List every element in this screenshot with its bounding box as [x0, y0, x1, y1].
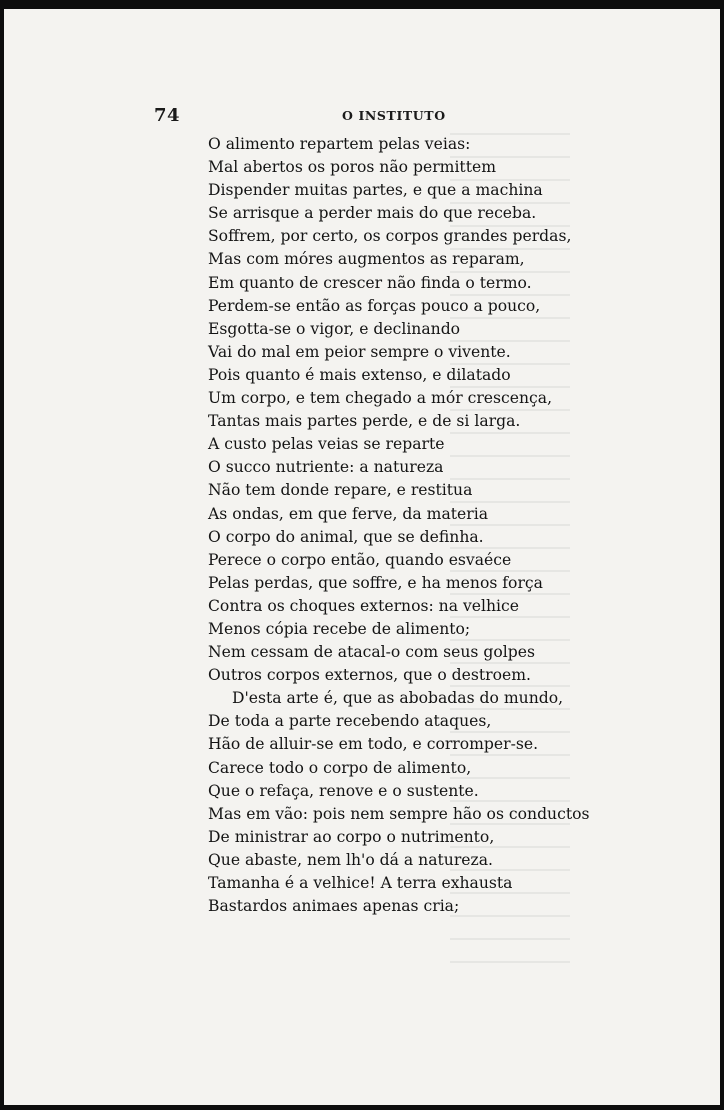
book-page	[4, 9, 720, 1105]
verse-line: Bastardos animaes apenas cria;	[208, 897, 460, 916]
verse-line: Que o refaça, renove e o sustente.	[208, 781, 479, 800]
verse-line: O alimento repartem pelas veias:	[208, 135, 471, 153]
verse-line: Se arrisque a perder mais do que receba.	[208, 204, 537, 223]
verse-line: Menos cópia recebe de alimento;	[208, 619, 471, 638]
verse-line: As ondas, em que ferve, da materia	[208, 504, 488, 523]
verse-line: Não tem donde repare, e restitua	[208, 481, 473, 500]
verse-line: Nem cessam de atacal-o com seus golpes	[208, 643, 535, 662]
page-number: 74	[154, 105, 181, 126]
verse-line: Mas em vão: pois nem sempre hão os conductos	[208, 804, 590, 823]
running-title: O INSTITUTO	[342, 108, 446, 123]
verse-line: Hão de alluir-se em todo, e corromper-se.	[208, 735, 539, 754]
verse-line: De toda a parte recebendo ataques,	[208, 712, 492, 731]
verse-line: Esgotta-se o vigor, e declinando	[208, 319, 461, 338]
poem-text	[208, 133, 589, 918]
verse-line: Perece o corpo então, quando esvaéce	[208, 550, 512, 569]
verse-line: De ministrar ao corpo o nutrimento,	[208, 827, 495, 846]
verse-line: Um corpo, e tem chegado a mór crescença,	[208, 389, 553, 408]
verse-line: A custo pelas veias se reparte	[208, 435, 445, 454]
verse-line: Em quanto de crescer não finda o termo.	[208, 273, 532, 292]
verse-line: Pelas perdas, que soffre, e ha menos força	[208, 573, 543, 592]
verse-line: Pois quanto é mais extenso, e dilatado	[208, 365, 511, 384]
verse-line: Contra os choques externos: na velhice	[208, 596, 519, 615]
verse-line: O succo nutriente: a natureza	[208, 458, 444, 477]
verse-line: Que abaste, nem lh'o dá a natureza.	[208, 850, 493, 869]
verse-line: Vai do mal em peior sempre o vivente.	[208, 342, 511, 361]
verse-line: Perdem-se então as forças pouco a pouco,	[208, 296, 541, 315]
verse-line: Dispender muitas partes, e que a machina	[208, 181, 543, 200]
verse-line: D'esta arte é, que as abobadas do mundo,	[232, 689, 564, 708]
verse-line: O corpo do animal, que se definha.	[208, 527, 484, 546]
verse-line: Tantas mais partes perde, e de si larga.	[208, 412, 521, 431]
verse-line: Tamanha é a velhice! A terra exhausta	[208, 874, 513, 892]
verse-line: Mal abertos os poros não permittem	[208, 158, 496, 177]
page-header	[4, 105, 720, 129]
verse-line: Outros corpos externos, que o destroem.	[208, 666, 531, 685]
verse-line: Soffrem, por certo, os corpos grandes perdas,	[208, 227, 572, 246]
verse-line: Carece todo o corpo de alimento,	[208, 758, 472, 777]
verse-line: Mas com móres augmentos as reparam,	[208, 250, 525, 269]
